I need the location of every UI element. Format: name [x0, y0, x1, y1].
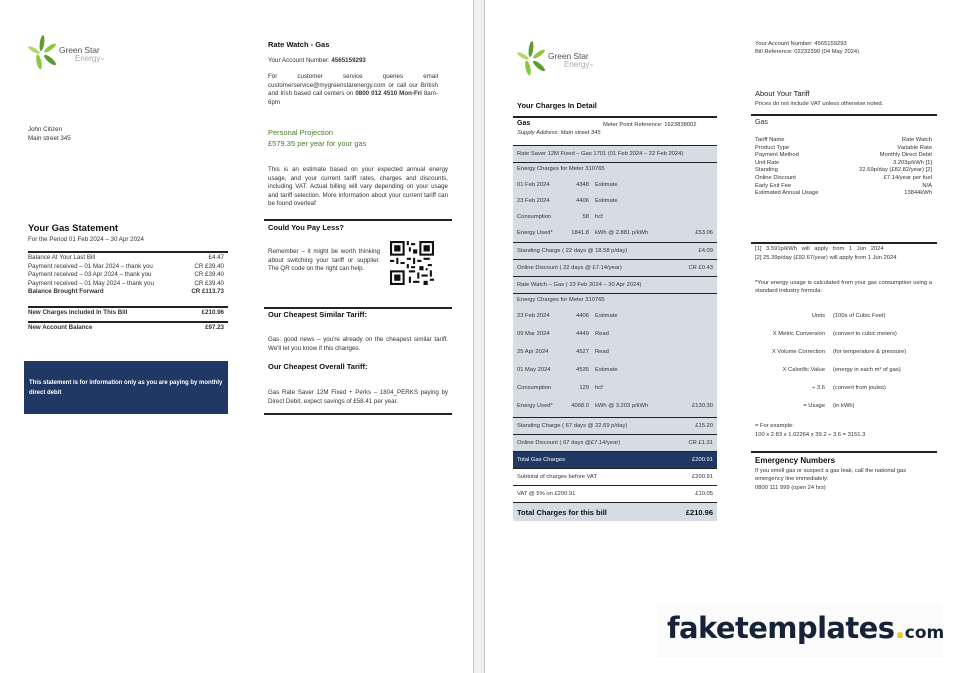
leaf-star-icon — [516, 40, 550, 80]
leaf-star-icon — [27, 34, 61, 74]
page-gutter — [473, 0, 485, 673]
similar-tariff-text: Gas: good news – you're already on the cheapest similar tariff. We'll let you know if this changes. — [268, 336, 448, 352]
emergency-text: If you smell gas or suspect a gas leak, call the national gas emergency line immediately: — [755, 468, 907, 483]
tariff2-meter-header: Energy Charges for Meter 310765 — [517, 297, 605, 303]
formula-row: X Metric Conversion (convert to cubic meters) — [772, 331, 897, 337]
brand-name: Green Star — [59, 45, 100, 55]
brand-subname: Energy™ — [75, 54, 105, 63]
example-label: = For example: — [755, 423, 794, 429]
reading-row: 01 Feb 2024 4348 Estimate — [517, 182, 618, 188]
statement-title: Your Gas Statement — [28, 223, 119, 234]
reading-row: 09 Mar 2024 4449 Read — [517, 331, 609, 337]
direct-debit-notice: This statement is for information only as you are paying by monthly direct debit — [24, 361, 228, 414]
tariff-details-table — [755, 137, 932, 198]
brand-logo — [27, 34, 117, 76]
customer-name: John Citizen — [28, 126, 63, 133]
supply-address: Supply Address: Main street 345 — [517, 130, 601, 136]
account-number-line: Your Account Number: 4565159293 — [268, 57, 366, 64]
vat-row: VAT @ 5% on £200.91 £10.05 — [513, 485, 717, 502]
qr-code-icon[interactable] — [390, 241, 434, 285]
formula-row: X Calorific Value (energy in each m³ of gas) — [782, 367, 901, 373]
consumption-row: Consumption 129 hcf — [517, 385, 603, 391]
fuel-label: Gas — [517, 120, 531, 127]
tariff-row: Unit Rate 3.203p/kWh [1] — [755, 159, 932, 166]
statement-line: Payment received – 03 Apr 2024 – thank you CR £39.40 — [28, 271, 224, 279]
divider — [28, 251, 228, 253]
online-discount-row: Online Discount ( 67 days @£7.14/year) CR £1.31 — [513, 434, 717, 451]
meter-point-reference: Meter Point Reference: 1623838002 — [603, 122, 697, 128]
divider — [264, 219, 452, 221]
formula-row: = Usage (in kWh) — [803, 403, 855, 409]
tariff-row: Estimated Annual Usage 13844kWh — [755, 190, 932, 197]
about-tariff-subtitle: Prices do not include VAT unless otherwise noted. — [755, 101, 884, 107]
usage-note: *Your energy usage is calculated from your gas consumption using a standard industry formula: — [755, 280, 932, 295]
watermark-text: faketemplates.com — [667, 611, 945, 645]
projection-text: This is an estimate based on your expected annual energy usage, and your current tariff rates, charges and discounts, including VAT. Actual billing will vary depending on your usage and tariff selection. More information about your current tariff can be found overleaf — [268, 166, 448, 208]
standing-charge-row: Standing Charge ( 67 days @ 22.69 p/day) £15.20 — [513, 417, 717, 434]
example-formula: 100 x 2.83 x 1.02264 x 39.2 ÷ 3.6 = 3151.3 — [755, 432, 866, 438]
standing-charge-row: Standing Charge ( 22 days @ 18.58 p/day) £4.09 — [513, 242, 717, 259]
overall-tariff-title: Our Cheapest Overall Tariff: — [268, 362, 368, 371]
tariff-row: Product Type Variable Rate — [755, 144, 932, 151]
pay-less-title: Could You Pay Less? — [268, 223, 344, 232]
reading-row: 25 Apr 2024 4527 Read — [517, 349, 609, 355]
statement-line-balance-forward: Balance Brought Forward CR £113.73 — [28, 288, 224, 296]
subtotal-row: Subtotal of charges before VAT £200.91 — [513, 468, 717, 485]
energy-used-row: Energy Used* 4068.0 kWh @ 3.203 p/kWh £130.30 — [517, 403, 713, 409]
total-charges-row: Total Charges for this bill £210.96 — [513, 502, 717, 521]
statement-line: Balance At Your Last Bill £4.47 — [28, 254, 224, 261]
overall-tariff-text: Gas Rate Saver 12M Fixed + Perks – 1804_PERKS paying by Direct Debit, expect savings of £58.41 per year. — [268, 389, 448, 405]
online-discount-row: Online Discount ( 22 days @ £7.14/year) CR £0.43 — [513, 259, 717, 276]
divider — [28, 321, 228, 323]
reading-row: 23 Feb 2024 4406 Estimate — [517, 313, 618, 319]
statement-page-front — [0, 0, 473, 673]
statement-line: Payment received – 01 May 2024 – thank you CR £39.40 — [28, 279, 224, 287]
contact-phone: 0800 012 4510 — [355, 90, 398, 98]
footnote-1: [1] 3.591p/kWh will apply from 1 Jun 2024 — [755, 246, 884, 252]
rate-watch-title: Rate Watch - Gas — [268, 40, 330, 49]
formula-row: X Volume Correction (for temperature & pressure) — [771, 349, 907, 355]
projection-title: Personal Projection — [268, 128, 334, 137]
new-balance-line: New Account Balance £97.23 — [28, 324, 224, 331]
divider — [264, 307, 452, 309]
formula-row: Units (100s of Cubic Feet) — [811, 313, 886, 319]
brand-subname: Energy™ — [564, 60, 594, 69]
consumption-row: Consumption 58 hcf — [517, 214, 603, 220]
pay-less-text: Remember – it might be worth thinking about switching your tariff or supplier. The QR code on the right can help. — [268, 248, 380, 273]
similar-tariff-title: Our Cheapest Similar Tariff: — [268, 310, 368, 319]
tariff-row: Tariff Name Rate Watch — [755, 137, 932, 143]
formula-row: ÷ 3.6 (convert from joules) — [812, 385, 886, 391]
tariff1-meter-header: Energy Charges for Meter 310765 — [517, 166, 605, 172]
bill-reference-line: Bill Reference: 02232390 (04 May 2024) — [755, 49, 860, 55]
divider — [751, 242, 937, 244]
statement-period: For the Period 01 Feb 2024 – 30 Apr 2024 — [28, 236, 144, 243]
new-charges-line: New Charges Included In This Bill £210.96 — [28, 309, 224, 316]
footnote-2: [2] 25.39p/day (£92.67/year) will apply from 1 Jun 2024 — [755, 255, 897, 261]
brand-logo — [516, 40, 606, 82]
about-tariff-title: About Your Tariff — [755, 89, 810, 98]
divider — [751, 451, 937, 453]
divider — [513, 116, 717, 118]
charges-title: Your Charges In Detail — [517, 101, 597, 110]
tariff1-header: Rate Saver 12M Fixed – Gas 1701 (01 Feb 2024 – 22 Feb 2024) — [513, 145, 717, 162]
watermark-logo — [657, 604, 945, 658]
divider — [751, 114, 937, 116]
divider — [264, 413, 452, 415]
total-gas-charges-row: Total Gas Charges £200.91 — [513, 451, 717, 468]
reading-row: 01 May 2024 4535 Estimate — [517, 367, 618, 373]
divider — [28, 306, 228, 308]
tariff2-header: Rate Watch – Gas ( 23 Feb 2024 – 30 Apr 2024) — [513, 276, 717, 293]
contact-info: For customer service queries email customerservice@mygreenstarenergy.com or call our British and Irish based call centers on 0800 012 4510 Mon-Fri 8am- 6pm — [268, 73, 438, 106]
account-number-line: Your Account Number: 4565159293 — [755, 41, 847, 47]
tariff-row: Standing 22.69p/day (£82.82/year) [2] — [755, 167, 932, 174]
tariff-row: Online Discount £7.14/year per fuel — [755, 174, 932, 181]
customer-street: Main street 345 — [28, 134, 71, 142]
energy-used-row: Energy Used* 1841.8 kWh @ 2.881 p/kWh £53.06 — [517, 230, 713, 236]
brand-name: Green Star — [548, 51, 589, 61]
statement-lines — [28, 254, 224, 297]
tariff1-body — [513, 162, 717, 254]
statement-line: Payment received – 01 Mar 2024 – thank you CR £39.40 — [28, 262, 224, 270]
projection-value: £579.35 per year for your gas — [268, 139, 367, 148]
tariff-row: Payment Method Monthly Direct Debit — [755, 152, 932, 159]
customer-address — [28, 126, 71, 143]
emergency-title: Emergency Numbers — [755, 456, 836, 465]
emergency-phone: 0800 111 999 (open 24 hrs) — [755, 485, 826, 491]
tariff-row: Early Exit Fee N/A — [755, 182, 932, 189]
account-number: 4565159293 — [331, 57, 366, 64]
tariff-fuel-label: Gas — [755, 119, 768, 126]
reading-row: 23 Feb 2024 4406 Estimate — [517, 198, 618, 204]
